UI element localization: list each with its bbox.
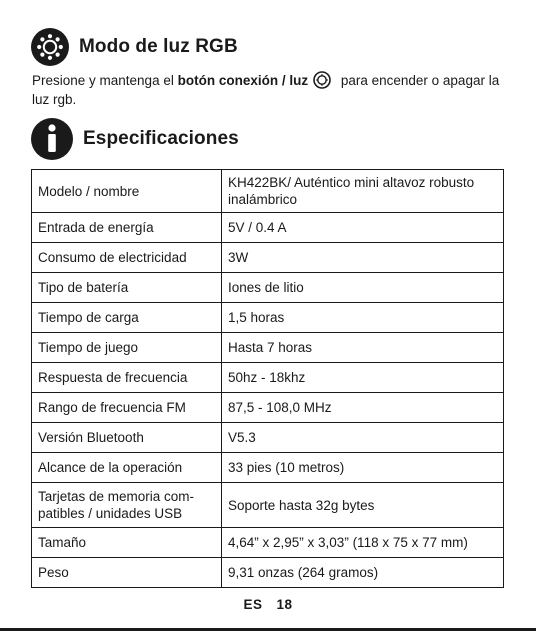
table-row bbox=[32, 243, 504, 273]
light-icon bbox=[31, 28, 69, 66]
table-row bbox=[32, 528, 504, 558]
spec-value: Hasta 7 horas bbox=[222, 333, 504, 363]
spec-label: Rango de frecuencia FM bbox=[32, 393, 222, 423]
specifications-table bbox=[31, 169, 504, 588]
spec-value: KH422BK/ Auténtico mini altavoz robusto inalámbrico bbox=[222, 170, 504, 213]
rgb-text-after: para encender o apagar la luz rgb. bbox=[32, 73, 500, 107]
spec-label: Tamaño bbox=[32, 528, 222, 558]
table-row bbox=[32, 333, 504, 363]
spec-label: Respuesta de frecuencia bbox=[32, 363, 222, 393]
table-row bbox=[32, 483, 504, 528]
page-number: 18 bbox=[276, 597, 293, 612]
spec-label: Tarjetas de memoria com-patibles / unidades USB bbox=[32, 483, 222, 528]
spec-label: Versión Bluetooth bbox=[32, 423, 222, 453]
language-code: ES bbox=[243, 597, 263, 612]
spec-label: Entrada de energía bbox=[32, 213, 222, 243]
spec-section-title: Especificaciones bbox=[83, 128, 239, 149]
table-row bbox=[32, 170, 504, 213]
spec-label: Tiempo de carga bbox=[32, 303, 222, 333]
table-row bbox=[32, 363, 504, 393]
spec-label: Tiempo de juego bbox=[32, 333, 222, 363]
table-row bbox=[32, 303, 504, 333]
rgb-section-title: Modo de luz RGB bbox=[79, 36, 238, 57]
spec-label: Alcance de la operación bbox=[32, 453, 222, 483]
spec-label: Tipo de batería bbox=[32, 273, 222, 303]
spec-label: Peso bbox=[32, 558, 222, 588]
info-icon bbox=[31, 118, 73, 160]
table-row bbox=[32, 273, 504, 303]
spec-value: 33 pies (10 metros) bbox=[222, 453, 504, 483]
spec-value: 87,5 - 108,0 MHz bbox=[222, 393, 504, 423]
table-row bbox=[32, 213, 504, 243]
spec-value: 50hz - 18khz bbox=[222, 363, 504, 393]
table-row bbox=[32, 453, 504, 483]
spec-value: Soporte hasta 32g bytes bbox=[222, 483, 504, 528]
spec-value: 9,31 onzas (264 gramos) bbox=[222, 558, 504, 588]
spec-value: Iones de litio bbox=[222, 273, 504, 303]
spec-value: 5V / 0.4 A bbox=[222, 213, 504, 243]
spec-value: 1,5 horas bbox=[222, 303, 504, 333]
spec-label: Modelo / nombre bbox=[32, 170, 222, 213]
spec-value: 3W bbox=[222, 243, 504, 273]
rgb-instructions bbox=[32, 71, 510, 109]
table-row bbox=[32, 558, 504, 588]
rgb-section-header bbox=[31, 28, 238, 66]
spec-value: V5.3 bbox=[222, 423, 504, 453]
connection-light-button-icon bbox=[313, 71, 331, 89]
table-row bbox=[32, 423, 504, 453]
spec-section-header bbox=[31, 118, 239, 160]
connection-light-button-label: botón conexión / luz bbox=[177, 73, 309, 88]
spec-label: Consumo de electricidad bbox=[32, 243, 222, 273]
spec-value: 4,64” x 2,95” x 3,03” (118 x 75 x 77 mm) bbox=[222, 528, 504, 558]
rgb-text-before: Presione y mantenga el bbox=[32, 73, 178, 88]
page-footer bbox=[0, 597, 536, 612]
table-row bbox=[32, 393, 504, 423]
